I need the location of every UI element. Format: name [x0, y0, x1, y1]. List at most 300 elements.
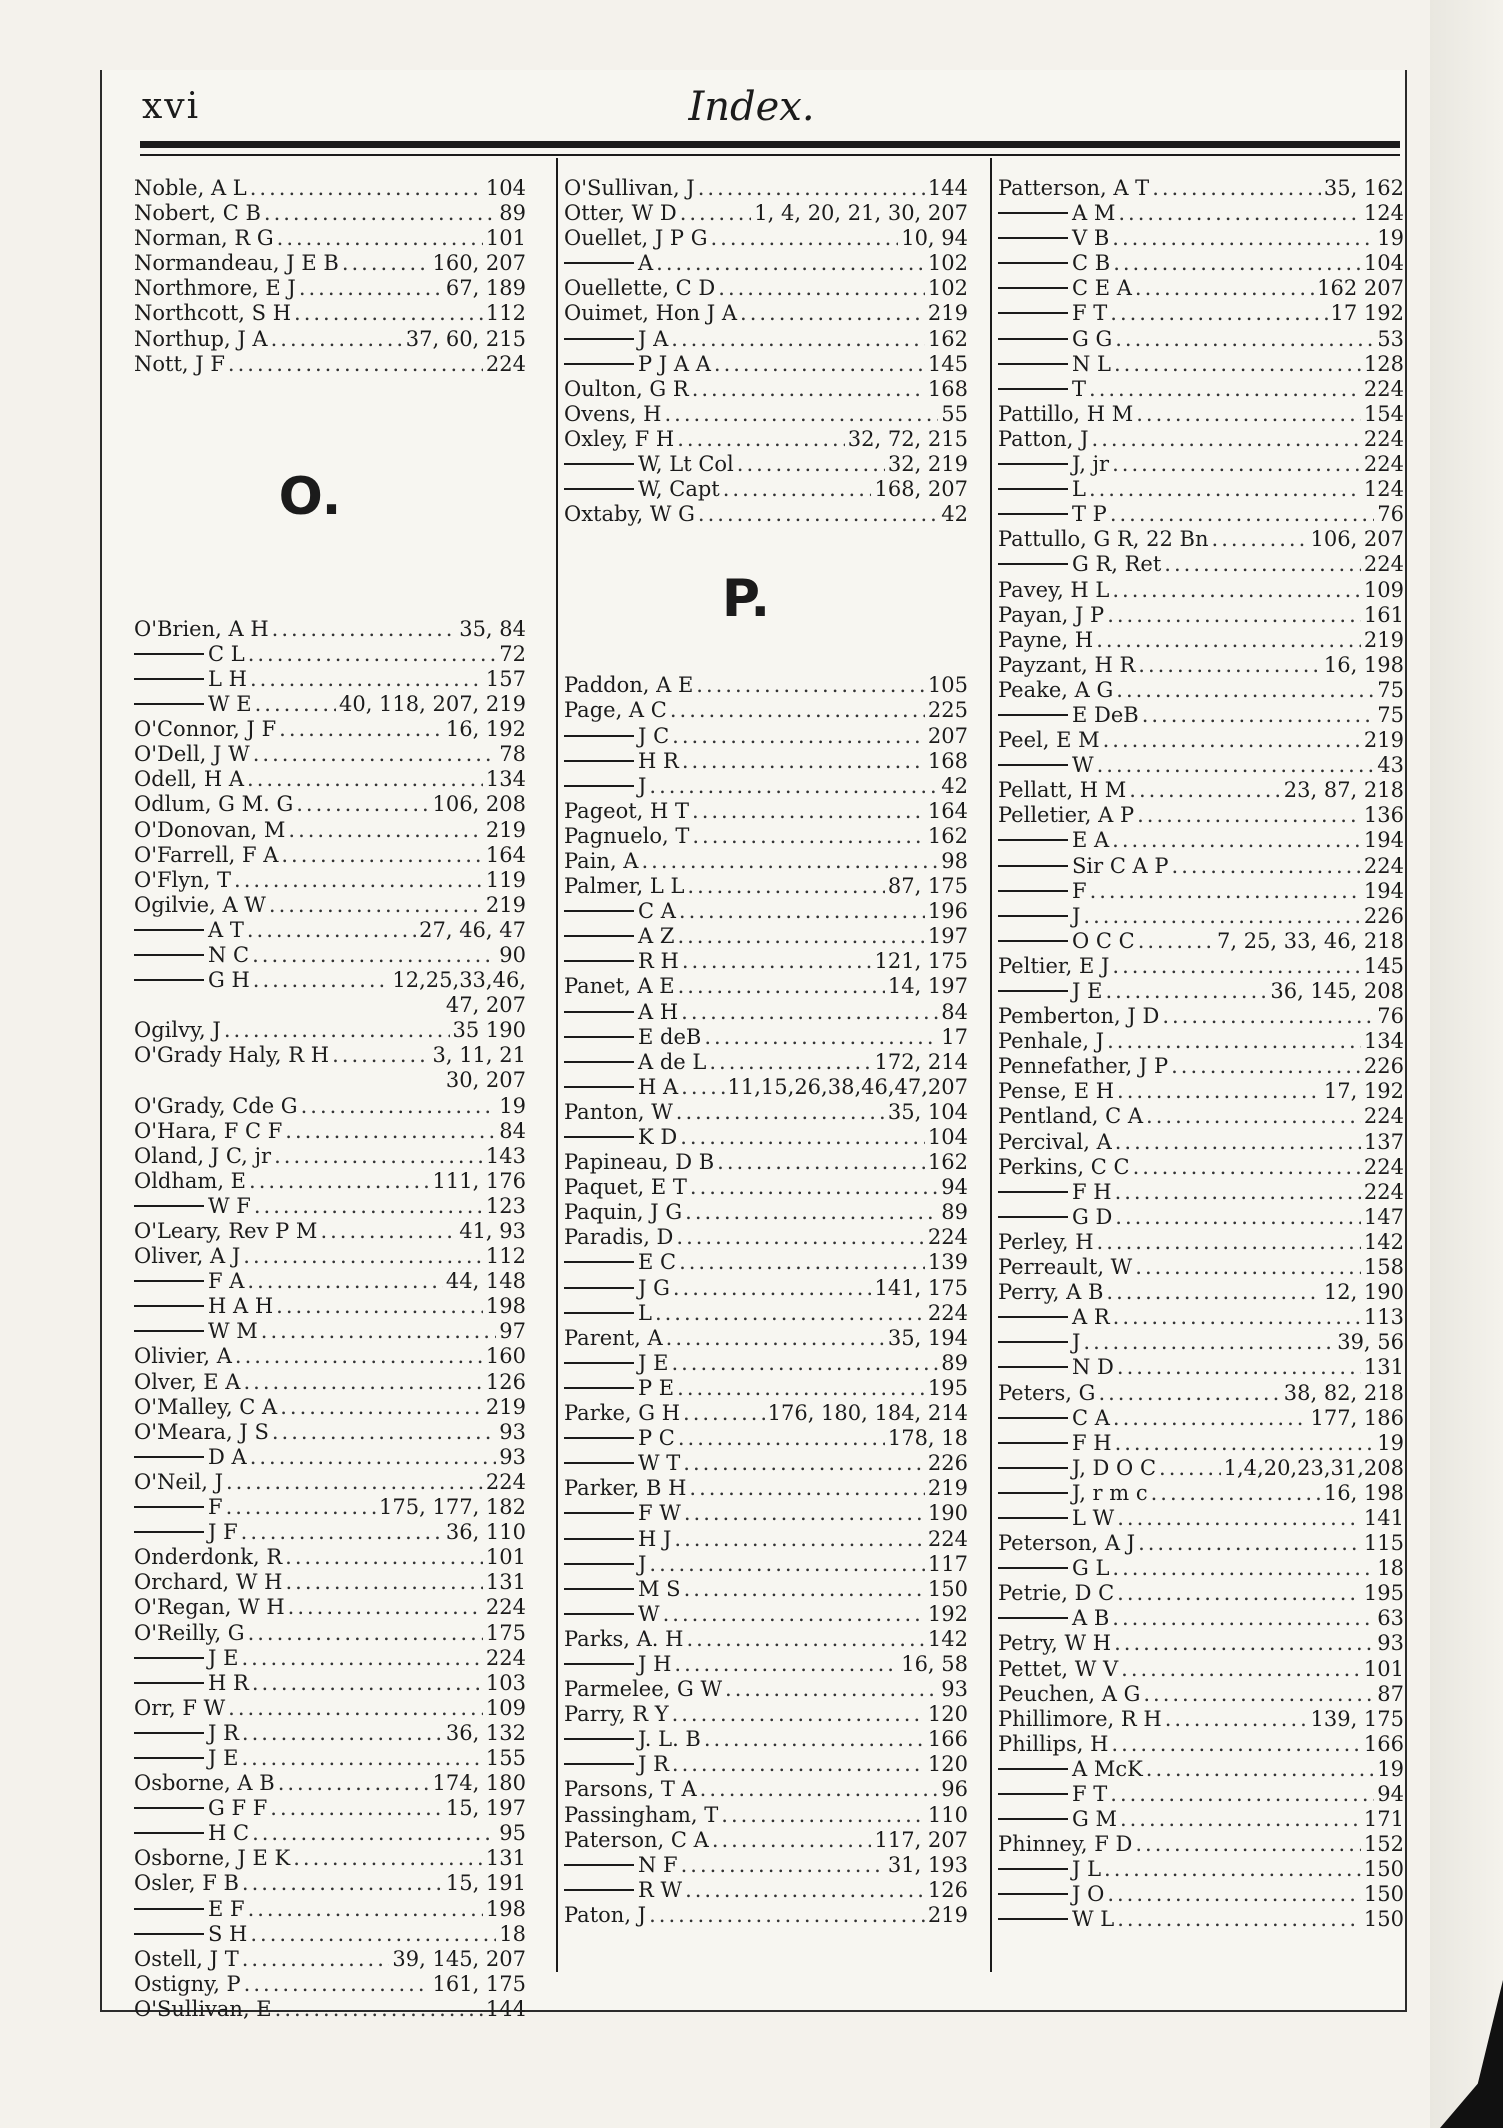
- entry-name: [564, 327, 668, 352]
- entry-name: [998, 1857, 1101, 1882]
- leader-dots: [1133, 1155, 1361, 1180]
- ditto-dash: [998, 563, 1068, 565]
- index-entry: [998, 1606, 1404, 1631]
- entry-name-text: Pageot, H T: [564, 798, 690, 823]
- index-entry: [564, 176, 968, 201]
- ditto-dash: [998, 714, 1068, 716]
- index-entry: [134, 1319, 526, 1344]
- entry-name: [998, 502, 1107, 527]
- index-entry: [998, 1255, 1404, 1280]
- entry-name-text: O'Connor, J F: [134, 717, 277, 742]
- index-entry: [564, 502, 968, 527]
- entry-pages: 195: [1363, 1581, 1404, 1606]
- entry-name-text: M S: [638, 1576, 681, 1601]
- leader-dots: [685, 1878, 925, 1903]
- index-entry: [134, 968, 526, 993]
- entry-name-text: Passingham, T: [564, 1802, 719, 1827]
- entry-name: [998, 1556, 1109, 1581]
- leader-dots: [700, 1777, 939, 1802]
- section-spacer: [564, 527, 968, 569]
- leader-dots: [1143, 1682, 1374, 1707]
- entry-name: [998, 1029, 1104, 1054]
- index-entry: [998, 377, 1404, 402]
- index-entry: [134, 1169, 526, 1194]
- entry-name-text: Papineau, D B: [564, 1150, 715, 1175]
- leader-dots: [277, 226, 483, 251]
- entry-name-text: O'Regan, W H: [134, 1595, 285, 1620]
- entry-pages: 219: [1363, 627, 1404, 652]
- leader-dots: [649, 1903, 925, 1928]
- leader-dots: [1107, 1882, 1361, 1907]
- ditto-dash: [564, 1136, 634, 1138]
- entry-pages: 226: [1363, 1054, 1404, 1079]
- entry-pages: 160, 207: [432, 251, 526, 276]
- entry-name: [564, 924, 674, 949]
- entry-pages: 111, 176: [432, 1168, 526, 1193]
- ditto-dash: [564, 1613, 634, 1615]
- entry-name-text: J C: [638, 723, 670, 748]
- ditto-dash: [998, 1216, 1068, 1218]
- entry-name-text: F: [208, 1495, 223, 1520]
- leader-dots: [270, 1796, 443, 1821]
- index-entry: [134, 1244, 526, 1269]
- leader-dots: [275, 1997, 483, 2022]
- entry-pages: 96: [941, 1777, 968, 1802]
- index-entry: [564, 1025, 968, 1050]
- ditto-dash: [998, 1316, 1068, 1318]
- entry-name-text: Northup, J A: [134, 326, 268, 351]
- entry-name-text: A McK: [1072, 1756, 1143, 1781]
- entry-name: [998, 1180, 1112, 1205]
- entry-name: [564, 799, 689, 824]
- leader-dots: [671, 1351, 938, 1376]
- entry-name-text: J E: [638, 1350, 669, 1375]
- entry-pages: 178, 18: [887, 1426, 968, 1451]
- leader-dots: [253, 968, 390, 993]
- entry-pages: 219: [927, 1902, 968, 1927]
- entry-name: [998, 1305, 1110, 1330]
- entry-name-text: Parker, B H: [564, 1476, 687, 1501]
- entry-name-text: Nott, J F: [134, 351, 225, 376]
- entry-name: [564, 698, 667, 723]
- leader-dots: [1114, 352, 1361, 377]
- leader-dots: [678, 974, 885, 999]
- entry-name: [564, 402, 661, 427]
- entry-name: [134, 1395, 277, 1420]
- leader-dots: [228, 352, 483, 377]
- leader-dots: [683, 1401, 765, 1426]
- index-entry: [134, 327, 526, 352]
- entry-pages: 42: [941, 773, 968, 798]
- entry-name: [998, 201, 1115, 226]
- leader-dots: [684, 1577, 925, 1602]
- entry-name-text: F A: [208, 1269, 245, 1294]
- page-edge: [1430, 0, 1503, 2128]
- entry-name: [998, 1230, 1094, 1255]
- entry-name-text: C A: [638, 899, 676, 924]
- header-rule-thick: [140, 141, 1400, 148]
- entry-name: [564, 1351, 668, 1376]
- index-entry: [134, 1922, 526, 1947]
- entry-name: [564, 1000, 678, 1025]
- index-entry: [998, 929, 1404, 954]
- index-entry: [998, 251, 1404, 276]
- leader-dots: [1135, 1255, 1361, 1280]
- index-entry: [564, 1903, 968, 1928]
- entry-pages: 39, 145, 207: [392, 1946, 526, 1971]
- entry-name: [998, 703, 1139, 728]
- entry-pages: 42: [941, 502, 968, 527]
- entry-name-text: D A: [208, 1444, 247, 1469]
- index-entry: [998, 1406, 1404, 1431]
- leader-dots: [1112, 452, 1361, 477]
- index-entry: [564, 1501, 968, 1526]
- entry-name: [564, 377, 689, 402]
- leader-dots: [1115, 1431, 1375, 1456]
- leader-dots: [1107, 1029, 1361, 1054]
- index-column-3: [990, 158, 1404, 1972]
- entry-name-text: A R: [1072, 1305, 1110, 1330]
- entry-pages: 78: [499, 742, 526, 767]
- entry-name: [998, 578, 1109, 603]
- ditto-dash: [564, 1462, 634, 1464]
- entry-name: [998, 1255, 1132, 1280]
- index-entry: [998, 1205, 1404, 1230]
- entry-pages: 147: [1363, 1204, 1404, 1229]
- entry-pages: 226: [927, 1451, 968, 1476]
- index-entry: [564, 1451, 968, 1476]
- leader-dots: [1171, 1054, 1361, 1079]
- entry-name: [998, 1757, 1143, 1782]
- ditto-dash: [998, 312, 1068, 314]
- entry-name: [998, 226, 1109, 251]
- index-entry: [998, 1782, 1404, 1807]
- leader-dots: [1097, 753, 1375, 778]
- ditto-dash: [998, 1191, 1068, 1193]
- leader-dots: [241, 1520, 443, 1545]
- entry-pages: 109: [485, 1695, 526, 1720]
- leader-dots: [682, 749, 925, 774]
- ditto-dash: [564, 1261, 634, 1263]
- entry-name-text: J, D O C: [1072, 1455, 1157, 1480]
- entry-name: [998, 327, 1112, 352]
- entry-pages: 219: [927, 301, 968, 326]
- entry-name: [134, 1922, 247, 1947]
- entry-pages: 160: [485, 1344, 526, 1369]
- entry-pages: 123: [485, 1193, 526, 1218]
- index-entry: [564, 1752, 968, 1777]
- index-entry: [998, 1857, 1404, 1882]
- entry-pages: 219: [485, 817, 526, 842]
- entry-name: [134, 767, 244, 792]
- leader-dots: [242, 1947, 390, 1972]
- index-entry: [564, 799, 968, 824]
- leader-dots: [1118, 201, 1361, 226]
- leader-dots: [685, 1200, 938, 1225]
- entry-name: [564, 201, 677, 226]
- index-entry: [998, 352, 1404, 377]
- ditto-dash: [134, 1531, 204, 1533]
- entry-name: [564, 1828, 709, 1853]
- entry-pages: 97: [499, 1319, 526, 1344]
- entry-name-text: H J: [638, 1526, 672, 1551]
- ditto-dash: [998, 940, 1068, 942]
- entry-name-text: Northcott, S H: [134, 301, 292, 326]
- ditto-dash: [998, 1617, 1068, 1619]
- entry-pages: 224: [1363, 853, 1404, 878]
- ditto-dash: [998, 1818, 1068, 1820]
- entry-pages: 162 207: [1317, 276, 1404, 301]
- entry-name: [134, 276, 296, 301]
- ditto-dash: [998, 1442, 1068, 1444]
- entry-pages: 12, 190: [1323, 1280, 1404, 1305]
- leader-dots: [226, 1495, 376, 1520]
- index-entry: [998, 678, 1404, 703]
- entry-pages: 30, 207: [445, 1068, 526, 1093]
- leader-dots: [686, 1627, 924, 1652]
- entry-name-text: R W: [638, 1877, 683, 1902]
- entry-pages: 27, 46, 47: [419, 917, 526, 942]
- entry-pages: 23, 87, 218: [1283, 778, 1404, 803]
- entry-name: [998, 1682, 1140, 1707]
- index-entry: [134, 1470, 526, 1495]
- entry-name: [998, 1907, 1114, 1932]
- leader-dots: [252, 1671, 483, 1696]
- entry-pages: 95: [499, 1821, 526, 1846]
- entry-name: [998, 1882, 1104, 1907]
- ditto-dash: [564, 1011, 634, 1013]
- entry-name-text: N L: [1072, 351, 1111, 376]
- entry-name: [564, 1401, 680, 1426]
- entry-pages: 15, 191: [445, 1871, 526, 1896]
- entry-name-text: E C: [638, 1250, 677, 1275]
- entry-name: [998, 1657, 1118, 1682]
- index-entry: [998, 879, 1404, 904]
- index-entry: [564, 899, 968, 924]
- entry-name: [134, 943, 249, 968]
- entry-name: [564, 874, 684, 899]
- entry-pages: 109: [1363, 577, 1404, 602]
- entry-name: [564, 1878, 682, 1903]
- entry-name-text: J F: [208, 1520, 238, 1545]
- leader-dots: [1110, 1782, 1374, 1807]
- entry-name-text: Oland, J C, jr: [134, 1143, 272, 1168]
- entry-name: [998, 1079, 1114, 1104]
- entry-name-text: H A H: [208, 1294, 274, 1319]
- leader-dots: [673, 1276, 872, 1301]
- entry-name: [134, 868, 231, 893]
- entry-name-text: R H: [638, 949, 679, 974]
- ditto-dash: [998, 513, 1068, 515]
- entry-name-text: A T: [208, 917, 244, 942]
- leader-dots: [1112, 1556, 1374, 1581]
- entry-name-text: E DeB: [1072, 702, 1139, 727]
- entry-name-text: G M: [1072, 1807, 1117, 1832]
- index-entry: [564, 1175, 968, 1200]
- leader-dots: [1116, 678, 1374, 703]
- leader-dots: [714, 352, 925, 377]
- entry-pages: 194: [1363, 828, 1404, 853]
- entry-name: [564, 1803, 718, 1828]
- entry-pages: 224: [1363, 1179, 1404, 1204]
- entry-name-text: O'Reilly, G: [134, 1620, 245, 1645]
- entry-pages: 104: [485, 176, 526, 200]
- entry-name-text: Nobert, C B: [134, 201, 261, 226]
- entry-name: [134, 1897, 245, 1922]
- index-entry: [564, 1652, 968, 1677]
- entry-name: [134, 1796, 267, 1821]
- ditto-dash: [564, 262, 634, 264]
- entry-name-text: J, jr: [1072, 452, 1110, 477]
- index-entry: [134, 1646, 526, 1671]
- entry-name: [564, 1602, 660, 1627]
- entry-name-text: Otter, W D: [564, 201, 677, 226]
- entry-name: [998, 1581, 1114, 1606]
- entry-name: [998, 653, 1135, 678]
- leader-dots: [261, 1319, 497, 1344]
- ditto-dash: [564, 1512, 634, 1514]
- entry-pages: 219: [485, 892, 526, 917]
- section-spacer: [564, 629, 968, 673]
- index-entry: [998, 427, 1404, 452]
- entry-name: [564, 176, 695, 201]
- entry-pages: 35, 84: [459, 616, 526, 641]
- leader-dots: [1159, 1456, 1221, 1481]
- entry-name-text: A B: [1072, 1606, 1110, 1631]
- entry-pages: 150: [927, 1576, 968, 1601]
- entry-name-text: G R, Ret: [1072, 552, 1162, 577]
- entry-pages: 171: [1363, 1807, 1404, 1832]
- leader-dots: [681, 1853, 885, 1878]
- index-entry: [564, 452, 968, 477]
- index-entry: [998, 1832, 1404, 1857]
- entry-name-text: Ogilvy, J: [134, 1018, 221, 1043]
- entry-name: [134, 1094, 298, 1119]
- entry-name: [998, 1381, 1095, 1406]
- leader-dots: [1112, 578, 1361, 603]
- entry-pages: 144: [485, 1996, 526, 2021]
- entry-name: [998, 352, 1111, 377]
- entry-pages: 43: [1377, 753, 1404, 778]
- page-folio: xvi: [142, 86, 201, 127]
- ditto-dash: [134, 1732, 204, 1734]
- entry-name-text: O'Donovan, M: [134, 817, 286, 842]
- leader-dots: [250, 667, 483, 692]
- entry-name: [998, 552, 1161, 577]
- leader-dots: [670, 698, 925, 723]
- ditto-dash: [564, 1437, 634, 1439]
- entry-name-text: C L: [208, 641, 245, 666]
- entry-pages: 162: [927, 1150, 968, 1175]
- leader-dots: [692, 799, 925, 824]
- entry-name: [564, 849, 638, 874]
- entry-name: [134, 1370, 240, 1395]
- index-entry: [998, 1506, 1404, 1531]
- entry-name: [134, 843, 278, 868]
- entry-name-text: W M: [208, 1319, 258, 1344]
- entry-name-text: Olver, E A: [134, 1369, 241, 1394]
- entry-pages: 67, 189: [445, 276, 526, 301]
- entry-name-text: Ouellet, J P G: [564, 226, 708, 251]
- ditto-dash: [134, 1506, 204, 1508]
- entry-name: [998, 1355, 1114, 1380]
- leader-dots: [641, 849, 938, 874]
- leader-dots: [332, 1043, 429, 1068]
- leader-dots: [1138, 929, 1214, 954]
- entry-name: [134, 176, 247, 201]
- leader-dots: [242, 1871, 443, 1896]
- ditto-dash: [998, 1467, 1068, 1469]
- page-title: Index.: [688, 84, 815, 130]
- leader-dots: [692, 824, 925, 849]
- index-entry: [134, 1269, 526, 1294]
- entry-name: [564, 1577, 681, 1602]
- entry-pages: 39, 56: [1337, 1330, 1404, 1355]
- ditto-dash: [998, 865, 1068, 867]
- index-entry: [998, 1907, 1404, 1932]
- entry-name: [134, 1972, 241, 1997]
- entry-name-text: C E A: [1072, 276, 1132, 301]
- index-entry: [998, 1330, 1404, 1355]
- entry-pages: 145: [1363, 953, 1404, 978]
- index-entry: [564, 1828, 968, 1853]
- leader-dots: [1121, 1657, 1361, 1682]
- entry-name-text: Perkins, C C: [998, 1154, 1130, 1179]
- entry-name: [134, 1947, 239, 1972]
- entry-pages: 12,25,33,46,: [392, 968, 526, 993]
- entry-name: [134, 1696, 225, 1721]
- entry-name-text: G F F: [208, 1796, 268, 1821]
- entry-pages: 36, 110: [445, 1520, 526, 1545]
- entry-pages: 103: [485, 1670, 526, 1695]
- ditto-dash: [564, 1663, 634, 1665]
- index-entry: [134, 893, 526, 918]
- entry-pages: 89: [941, 1350, 968, 1375]
- entry-name: [564, 1903, 646, 1928]
- entry-name: [134, 1470, 223, 1495]
- ditto-dash: [564, 1312, 634, 1314]
- entry-pages: 136: [1363, 803, 1404, 828]
- entry-pages: 36, 132: [445, 1720, 526, 1745]
- entry-name: [564, 502, 695, 527]
- entry-pages: 162: [927, 823, 968, 848]
- leader-dots: [672, 1752, 925, 1777]
- entry-name-text: A: [638, 251, 654, 276]
- ditto-dash: [134, 653, 204, 655]
- entry-pages: 131: [485, 1846, 526, 1871]
- entry-pages: 14, 197: [887, 974, 968, 999]
- index-entry: [134, 1947, 526, 1972]
- entry-pages: 126: [485, 1369, 526, 1394]
- entry-name: [564, 1752, 669, 1777]
- leader-dots: [680, 201, 752, 226]
- leader-dots: [681, 1000, 938, 1025]
- entry-pages: 124: [1363, 477, 1404, 502]
- entry-name: [134, 1821, 249, 1846]
- entry-pages: 89: [499, 201, 526, 226]
- entry-name: [134, 1771, 275, 1796]
- entry-pages: 144: [927, 176, 968, 200]
- entry-pages: 63: [1377, 1606, 1404, 1631]
- entry-pages: 75: [1377, 702, 1404, 727]
- index-entry: [998, 778, 1404, 803]
- entry-name-text: J E: [1072, 979, 1103, 1003]
- leader-dots: [288, 1595, 483, 1620]
- entry-name-text: Peters, G: [998, 1380, 1096, 1405]
- entry-pages: 166: [927, 1727, 968, 1752]
- entry-pages: 87, 175: [887, 874, 968, 899]
- leader-dots: [1098, 1381, 1280, 1406]
